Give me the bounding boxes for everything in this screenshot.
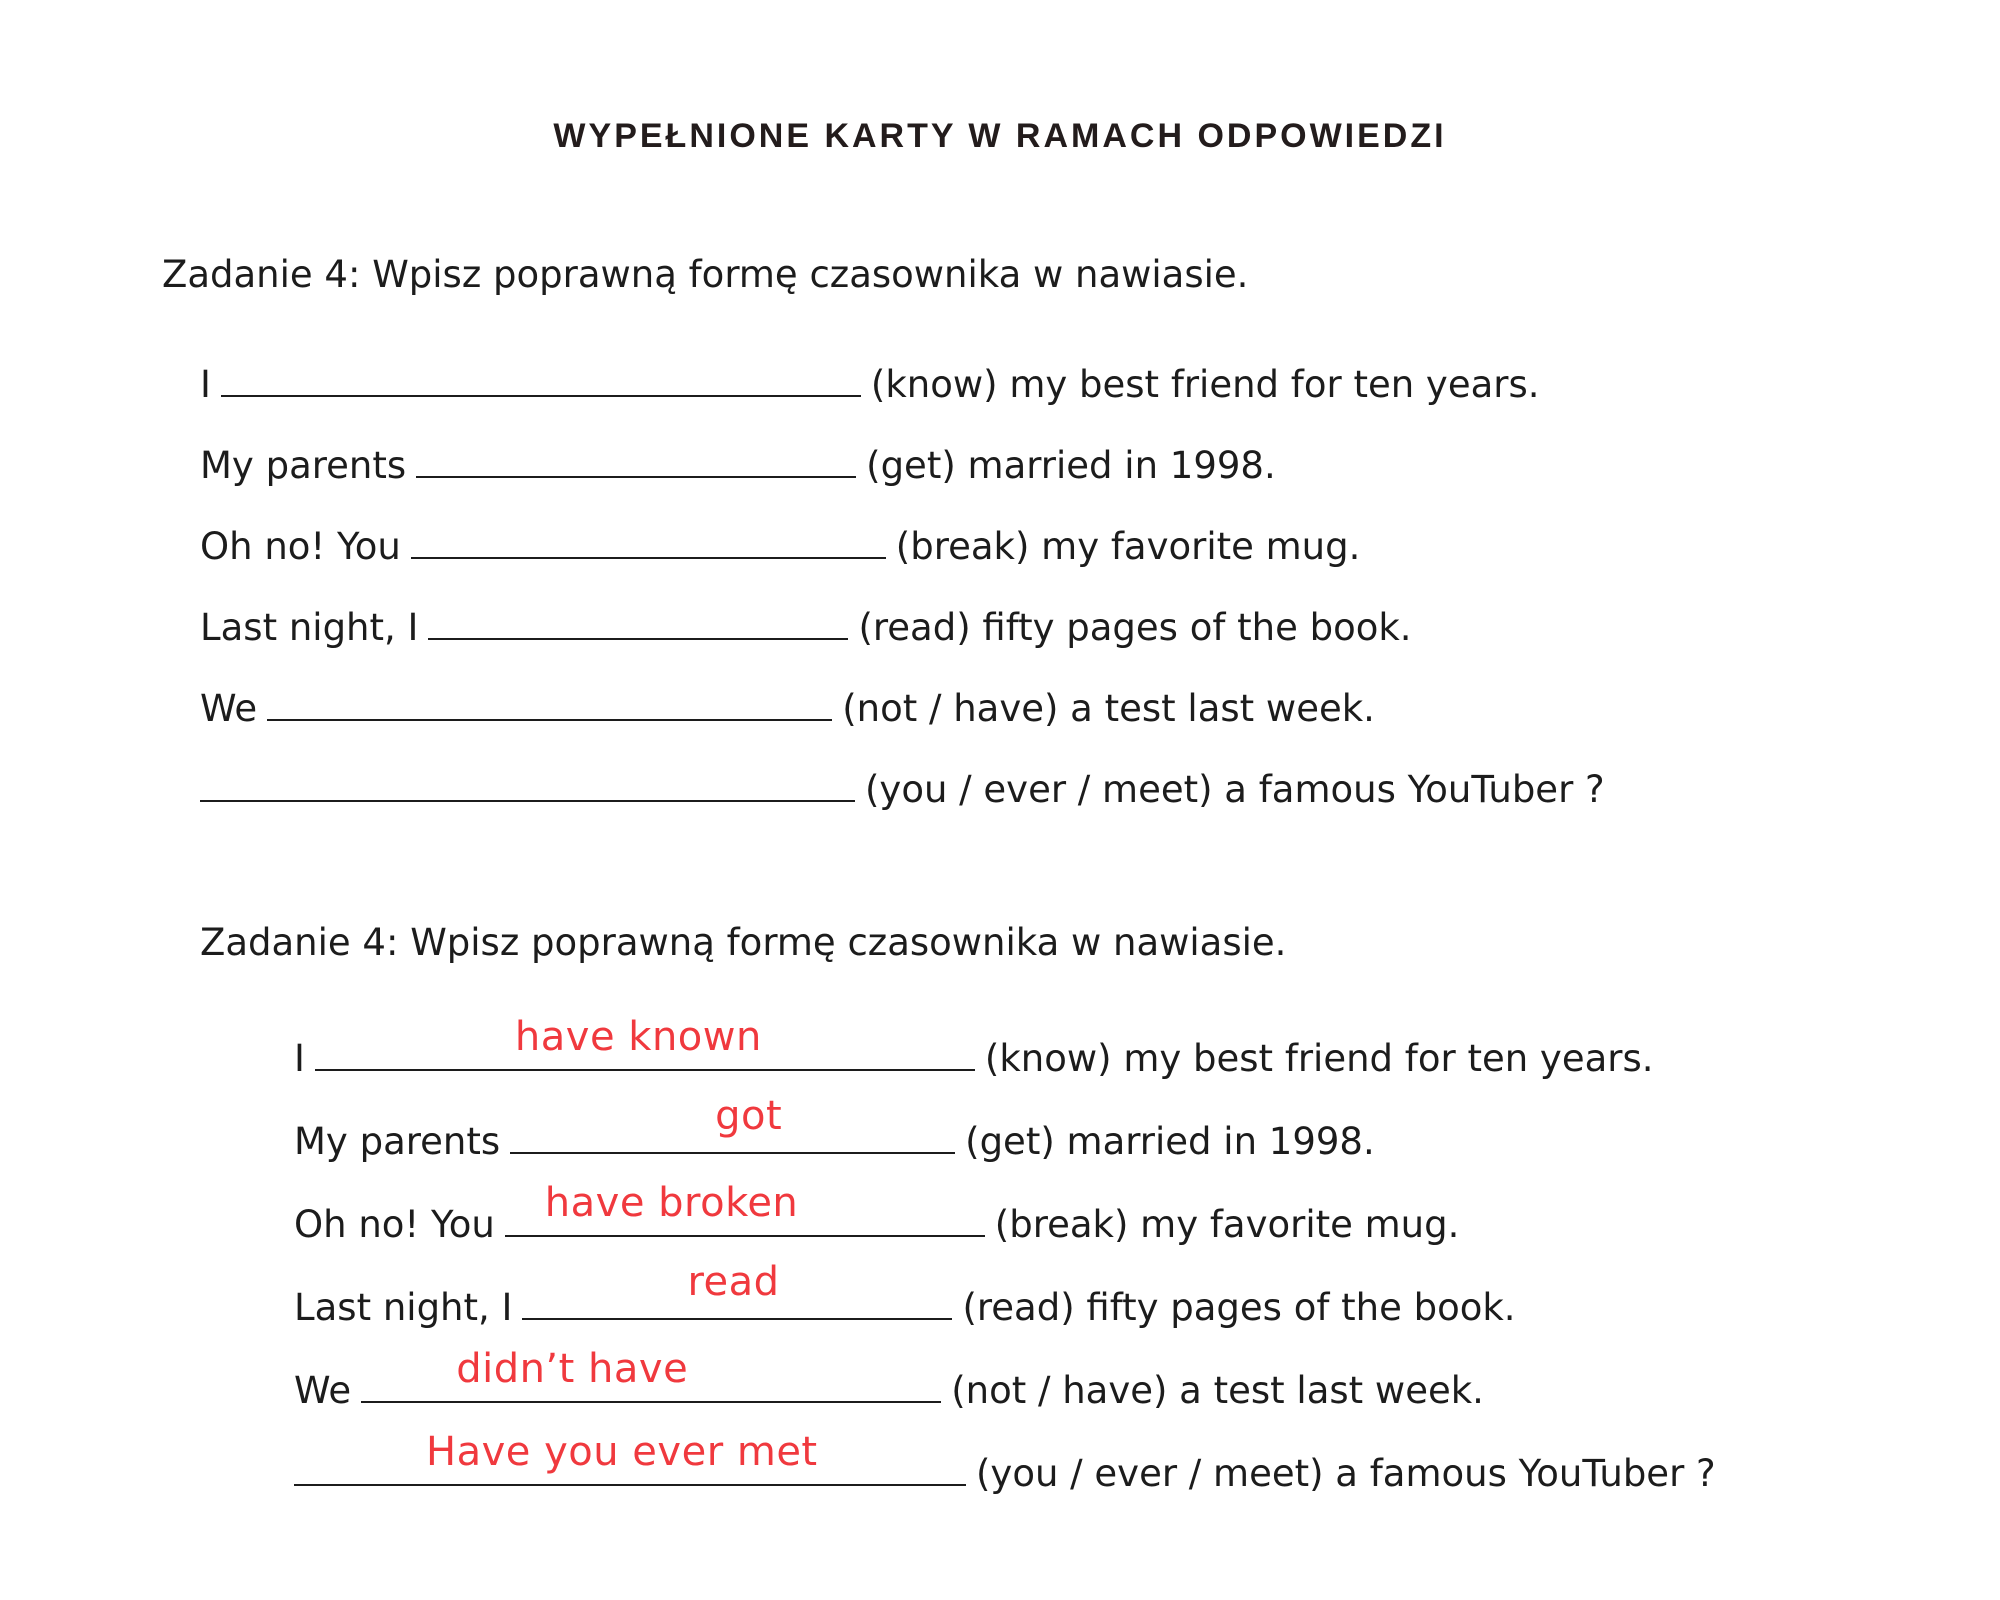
sentence-end: (not / have) a test last week. xyxy=(842,687,1375,730)
sentence-end: (break) my favorite mug. xyxy=(895,525,1361,568)
answer-text: didn’t have xyxy=(456,1346,689,1392)
sentence-start: My parents xyxy=(200,444,407,487)
sentence-end: (know) my best friend for ten years. xyxy=(984,1037,1654,1080)
exercise-row xyxy=(200,686,1375,732)
sentence-end: (know) my best friend for ten years. xyxy=(870,363,1540,406)
answer-text: have broken xyxy=(544,1180,799,1226)
sentence-start: I xyxy=(200,363,211,406)
sentence-start: Oh no! You xyxy=(200,525,401,568)
exercise-row xyxy=(294,1429,1716,1497)
answer-blank[interactable] xyxy=(221,365,861,397)
sentence-end: (you / ever / meet) a famous YouTuber ? xyxy=(865,768,1605,811)
sentence-end: (get) married in 1998. xyxy=(965,1120,1375,1163)
exercise-row xyxy=(200,362,1540,408)
answer-blank[interactable] xyxy=(361,1346,941,1403)
answer-blank[interactable] xyxy=(294,1429,966,1486)
sentence-end: (read) fifty pages of the book. xyxy=(962,1286,1516,1329)
answer-text: Have you ever met xyxy=(426,1429,818,1475)
answer-blank[interactable] xyxy=(416,446,856,478)
answer-text: have known xyxy=(514,1014,762,1060)
exercise-row xyxy=(200,605,1412,651)
exercise-heading: Zadanie 4: Wpisz poprawną formę czasownika w nawiasie. xyxy=(162,253,1249,296)
sentence-start: We xyxy=(294,1369,352,1412)
sentence-start: My parents xyxy=(294,1120,501,1163)
sentence-end: (read) fifty pages of the book. xyxy=(858,606,1412,649)
sentence-start: Last night, I xyxy=(294,1286,513,1329)
exercise-heading: Zadanie 4: Wpisz poprawną formę czasownika w nawiasie. xyxy=(200,921,1287,964)
answer-blank[interactable] xyxy=(315,1014,975,1071)
exercise-row xyxy=(294,1180,1460,1248)
sentence-start: Last night, I xyxy=(200,606,419,649)
answer-blank[interactable] xyxy=(505,1180,985,1237)
sentence-start: Oh no! You xyxy=(294,1203,495,1246)
page-title: WYPEŁNIONE KARTY W RAMACH ODPOWIEDZI xyxy=(553,117,1447,155)
answer-blank[interactable] xyxy=(510,1093,955,1154)
exercise-row xyxy=(200,524,1360,570)
answer-text: read xyxy=(687,1259,780,1305)
exercise-row xyxy=(200,443,1276,489)
answer-blank[interactable] xyxy=(428,608,848,640)
answer-text: got xyxy=(715,1093,783,1139)
exercise-row xyxy=(294,1346,1484,1414)
sentence-end: (you / ever / meet) a famous YouTuber ? xyxy=(976,1452,1716,1495)
exercise-row xyxy=(294,1014,1654,1082)
sentence-start: I xyxy=(294,1037,305,1080)
sentence-start: We xyxy=(200,687,258,730)
answer-blank[interactable] xyxy=(267,689,832,721)
answer-blank[interactable] xyxy=(200,770,855,802)
exercise-row xyxy=(294,1093,1375,1165)
sentence-end: (break) my favorite mug. xyxy=(994,1203,1460,1246)
sentence-end: (get) married in 1998. xyxy=(866,444,1276,487)
exercise-row xyxy=(294,1259,1516,1331)
sentence-end: (not / have) a test last week. xyxy=(951,1369,1484,1412)
exercise-row xyxy=(200,767,1605,813)
answer-blank[interactable] xyxy=(411,527,886,559)
answer-blank[interactable] xyxy=(522,1259,952,1320)
